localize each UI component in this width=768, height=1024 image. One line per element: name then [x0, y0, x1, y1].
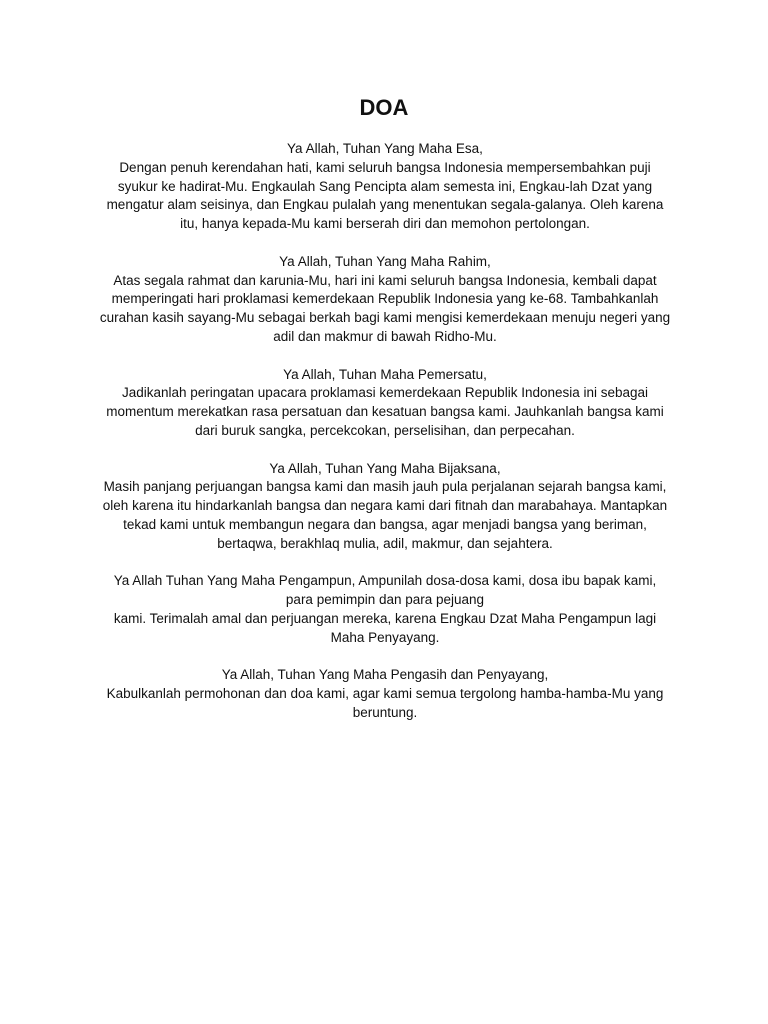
paragraph-line: Dengan penuh kerendahan hati, kami seluruh bangsa Indonesia mempersembahkan puji [119, 159, 651, 175]
paragraph-line: para pemimpin dan para pejuang [285, 592, 485, 608]
paragraph-line: Atas segala rahmat dan karunia-Mu, hari ini kami seluruh bangsa Indonesia, kembali dapat [113, 272, 657, 288]
paragraph-heading: Ya Allah, Tuhan Yang Maha Esa, [287, 141, 483, 156]
paragraph-line: oleh karena itu hindarkanlah bangsa dan negara kami dari fitnah dan marabahaya. Mantapkan [102, 498, 668, 514]
paragraph-line: beruntung. [352, 704, 418, 720]
paragraph-line: kami. Terimalah amal dan perjuangan mereka, karena Engkau Dzat Maha Pengampun lagi [113, 610, 657, 626]
document-body [90, 140, 680, 742]
paragraph-rahim [90, 253, 680, 347]
paragraph-line: syukur ke hadirat-Mu. Engkaulah Sang Pencipta alam semesta ini, Engkau-lah Dzat yang [117, 178, 653, 194]
paragraph-line: Kabulkanlah permohonan dan doa kami, agar kami semua tergolong hamba-hamba-Mu yang [106, 686, 664, 702]
paragraph-heading: Ya Allah, Tuhan Yang Maha Rahim, [279, 253, 491, 269]
paragraph-line: adil dan makmur di bawah Ridho-Mu. [273, 328, 497, 344]
paragraph-heading: Ya Allah, Tuhan Yang Maha Pengasih dan Penyayang, [221, 667, 549, 683]
paragraph-pengasih [90, 666, 680, 722]
paragraph-line: itu, hanya kepada-Mu kami berserah diri dan memohon pertolongan. [180, 216, 590, 232]
paragraph-heading: Ya Allah Tuhan Yang Maha Pengampun, Ampunilah dosa-dosa kami, dosa ibu bapak kami, [113, 573, 657, 589]
paragraph-line: Maha Penyayang. [330, 629, 440, 645]
paragraph-line: mengatur alam seisinya, dan Engkau pulalah yang menentukan segala-galanya. Oleh karena [106, 197, 664, 213]
document-title: DOA [359, 95, 409, 120]
paragraph-esa [90, 140, 680, 234]
paragraph-line: Masih panjang perjuangan bangsa kami dan masih jauh pula perjalanan sejarah bangsa kami, [103, 479, 667, 495]
paragraph-heading: Ya Allah, Tuhan Maha Pemersatu, [283, 366, 487, 382]
paragraph-heading: Ya Allah, Tuhan Yang Maha Bijaksana, [269, 460, 501, 476]
paragraph-line: curahan kasih sayang-Mu sebagai berkah bagi kami mengisi kemerdekaan menuju negeri yang [99, 310, 671, 326]
paragraph-line: Jadikanlah peringatan upacara proklamasi kemerdekaan Republik Indonesia ini sebagai [121, 385, 649, 401]
paragraph-line: momentum merekatkan rasa persatuan dan kesatuan bangsa kami. Jauhkanlah bangsa kami [106, 404, 664, 420]
paragraph-line: tekad kami untuk membangun negara dan bangsa, agar menjadi bangsa yang beriman, [123, 516, 647, 532]
paragraph-line: memperingati hari proklamasi kemerdekaan Republik Indonesia yang ke-68. Tambahkanlah [111, 291, 659, 307]
paragraph-bijaksana [90, 460, 680, 554]
paragraph-line: dari buruk sangka, percekcokan, perselisihan, dan perpecahan. [195, 422, 575, 438]
paragraph-pengampun [90, 572, 680, 647]
paragraph-pemersatu [90, 366, 680, 441]
paragraph-line: bertaqwa, berakhlaq mulia, adil, makmur, dan sejahtera. [217, 535, 553, 551]
